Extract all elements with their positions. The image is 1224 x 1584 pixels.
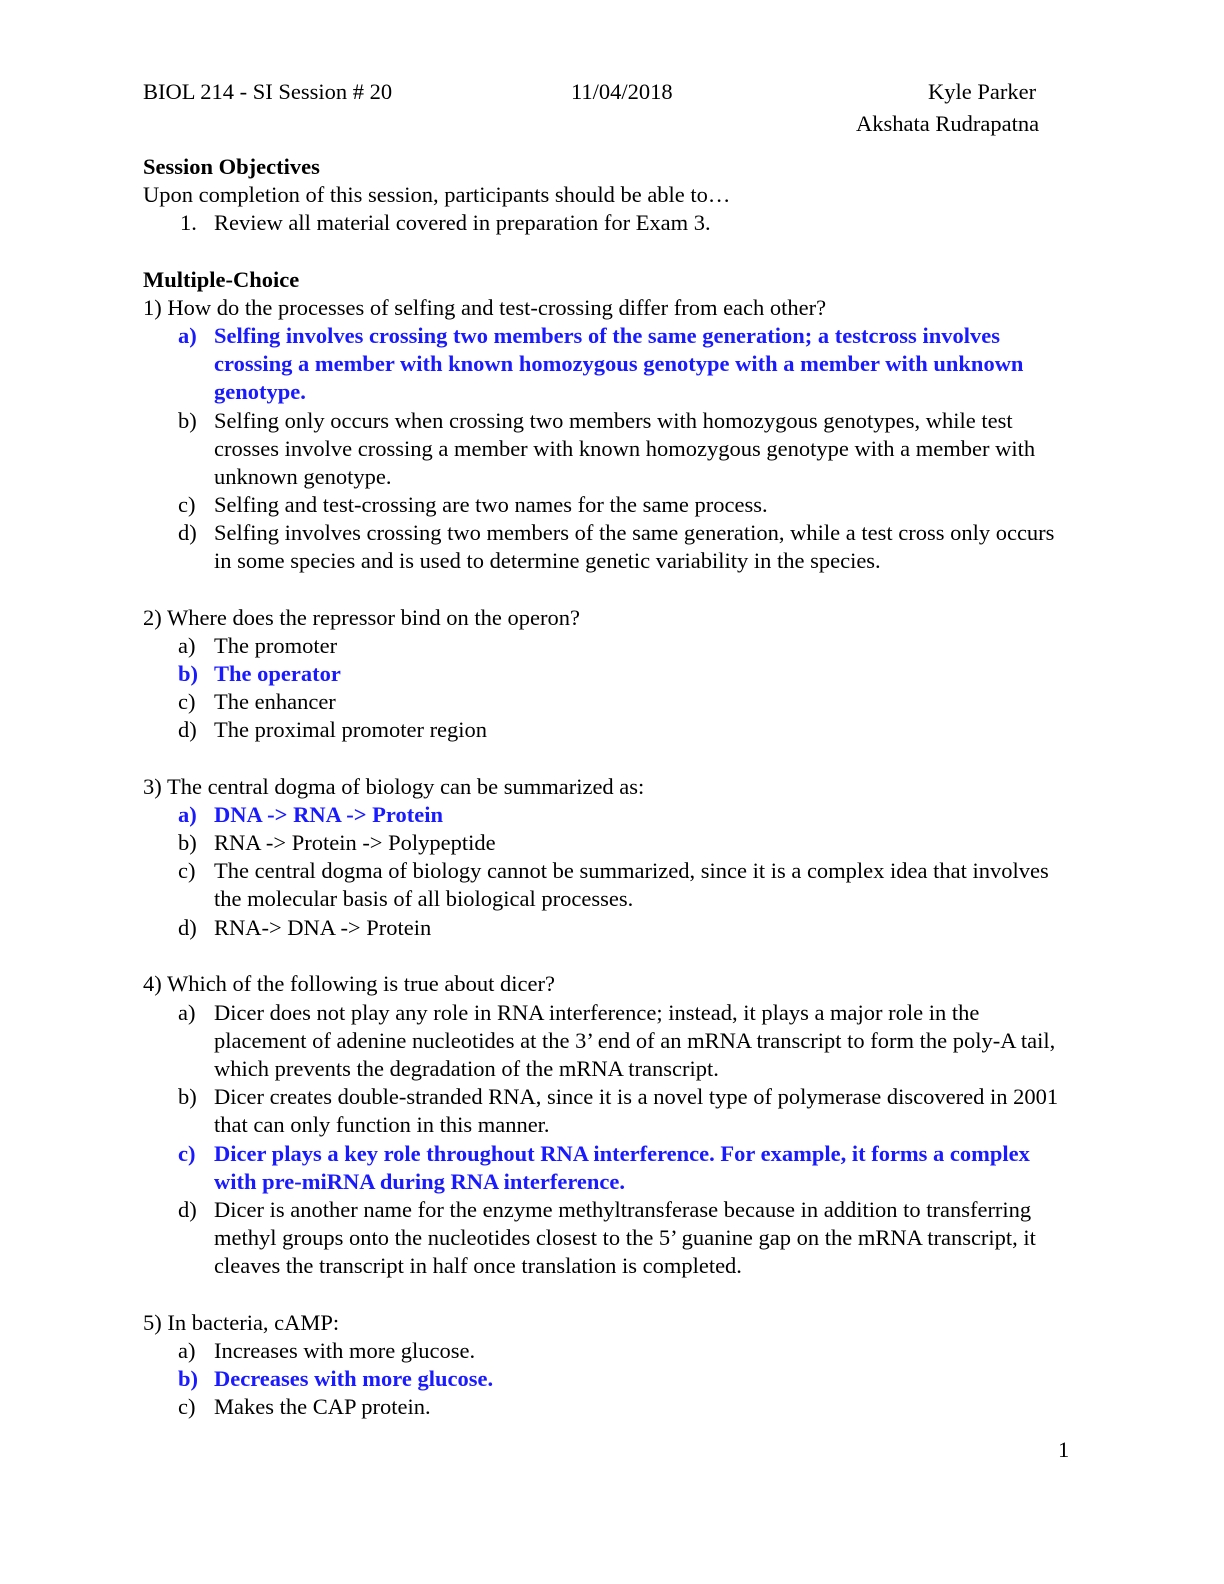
option-label: d)	[178, 1197, 197, 1222]
option-label: b)	[178, 408, 197, 433]
option-label: a)	[178, 323, 197, 348]
option-label: b)	[178, 661, 199, 686]
question-3: 3) The central dogma of biology can be summarized as:	[143, 774, 645, 799]
session-date: 11/04/2018	[571, 79, 673, 104]
option-text: Decreases with more glucose.	[214, 1366, 494, 1391]
option-text: The central dogma of biology cannot be summarized, since it is a complex idea that involves the molecular basis of all biological processes.	[214, 858, 1049, 912]
option-text: Selfing involves crossing two members of the same generation; a testcross involves crossing a member with known homozygous genotype with a member with unknown genotype.	[214, 323, 1024, 405]
option-text: Selfing only occurs when crossing two members with homozygous genotypes, while test crosses involve crossing a member with known homozygous genotype with a member with unknown genotype.	[214, 408, 1036, 490]
objectives-heading: Session Objectives	[143, 154, 320, 179]
leader-name-2: Akshata Rudrapatna	[856, 111, 1040, 136]
option-text: Makes the CAP protein.	[214, 1394, 431, 1419]
option-label: b)	[178, 1366, 199, 1391]
question-5: 5) In bacteria, cAMP:	[143, 1310, 340, 1335]
question-2: 2) Where does the repressor bind on the operon?	[143, 605, 580, 630]
objectives-intro: Upon completion of this session, participants should be able to…	[143, 182, 731, 207]
option-text: RNA -> Protein -> Polypeptide	[214, 830, 496, 855]
option-label: a)	[178, 1338, 196, 1363]
option-label: c)	[178, 858, 196, 883]
option-label: d)	[178, 717, 197, 742]
option-label: b)	[178, 1084, 197, 1109]
option-text: DNA -> RNA -> Protein	[214, 802, 443, 827]
option-text: Dicer plays a key role throughout RNA interference. For example, it forms a complex with pre-miRNA during RNA interference.	[214, 1141, 1030, 1195]
option-text: RNA-> DNA -> Protein	[214, 915, 432, 940]
option-text: The operator	[214, 661, 341, 686]
option-text: Increases with more glucose.	[214, 1338, 476, 1363]
option-label: c)	[178, 689, 196, 714]
option-label: b)	[178, 830, 197, 855]
option-text: Dicer is another name for the enzyme methyltransferase because in addition to transferring methyl groups onto the nucleotides closest to the 5’ guanine gap on the mRNA transcript, it cleaves the transcript in half once translation is completed.	[214, 1197, 1036, 1279]
objective-text: Review all material covered in preparation for Exam 3.	[214, 210, 711, 235]
option-label: a)	[178, 802, 197, 827]
option-text: Dicer creates double-stranded RNA, since it is a novel type of polymerase discovered in 2001 that can only function in this manner.	[214, 1084, 1059, 1138]
option-label: d)	[178, 520, 197, 545]
course-title: BIOL 214 - SI Session # 20	[143, 79, 393, 104]
objective-number: 1.	[180, 210, 197, 235]
option-text: The proximal promoter region	[214, 717, 488, 742]
option-label: c)	[178, 1394, 196, 1419]
question-1: 1) How do the processes of selfing and test-crossing differ from each other?	[143, 295, 827, 320]
option-text: Dicer does not play any role in RNA interference; instead, it plays a major role in the placement of adenine nucleotides at the 3’ end of an mRNA transcript to form the poly-A tail, which prevents the degradation of the mRNA transcript.	[214, 1000, 1056, 1082]
multiple-choice-heading: Multiple-Choice	[143, 267, 300, 292]
option-text: Selfing involves crossing two members of the same generation, while a test cross only occurs in some species and is used to determine genetic variability in the species.	[214, 520, 1055, 574]
leader-name-1: Kyle Parker	[928, 79, 1037, 104]
option-label: c)	[178, 1141, 196, 1166]
option-text: Selfing and test-crossing are two names for the same process.	[214, 492, 768, 517]
option-label: d)	[178, 915, 197, 940]
objective-item	[180, 209, 197, 237]
option-text: The enhancer	[214, 689, 336, 714]
option-label: a)	[178, 1000, 196, 1025]
question-4: 4) Which of the following is true about dicer?	[143, 971, 555, 996]
option-label: a)	[178, 633, 196, 658]
option-label: c)	[178, 492, 196, 517]
page-number: 1	[1058, 1437, 1070, 1462]
option-text: The promoter	[214, 633, 338, 658]
